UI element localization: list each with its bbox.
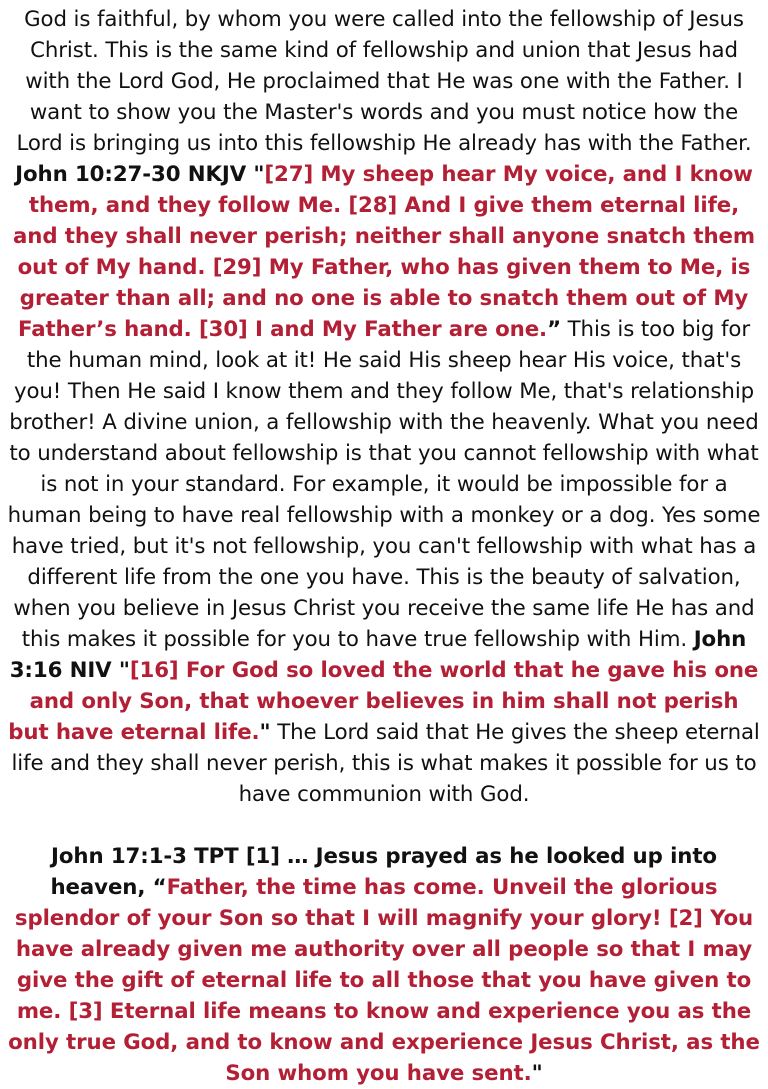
quote-close-mark: " — [259, 720, 271, 745]
scripture-quote: [16] For God so loved the world that he gave his one and only Son, that whoever believes in him shall not perish but have eternal life. — [8, 658, 759, 745]
scripture-reference: John 10:27-30 NKJV " — [15, 162, 265, 187]
paragraph-fellowship — [6, 4, 762, 810]
body-text: God is faithful, by whom you were called into the fellowship of Jesus Christ. This is the same kind of fellowship and union that Jesus had with the Lord God, He proclaimed that He was one with the Father. I want to show you the Master's words and you must notice how the Lord is bringing us into this fellowship He already has with the Father. — [16, 7, 752, 156]
quote-close-mark: ” — [547, 317, 561, 342]
body-text: This is too big for the human mind, look at it! He said His sheep hear His voice, that's you! Then He said I know them and they follow Me, that's relationship brother! A divine union, a fellowship with the heavenly. What you need to understand about fellowship is that you cannot fellowship with what is not in your standard. For example, it would be impossible for a human being to have real fellowship with a monkey or a dog. Yes some have tried, but it's not fellowship, you can't fellowship with what has a different life from the one you have. This is the beauty of salvation, when you believe in Jesus Christ you receive the same life He has and this makes it possible for you to have true fellowship with Him. — [7, 317, 761, 652]
body-text: The Lord said that He gives the sheep eternal life and they shall never perish, this is what makes it possible for us to have communion with God. — [11, 720, 760, 807]
scripture-reference: John 3:16 NIV " — [9, 627, 747, 683]
paragraph-john-17 — [6, 841, 762, 1089]
scripture-quote: [27] My sheep hear My voice, and I know them, and they follow Me. [28] And I give them eternal life, and they shall never perish; neither shall anyone snatch them out of My hand. [29] My Father, who has given them to Me, is greater than all; and no one is able to snatch them out of My Father’s hand. [30] I and My Father are one. — [13, 162, 755, 342]
quote-close-mark: " — [531, 1061, 543, 1086]
scripture-quote: Father, the time has come. Unveil the glorious splendor of your Son so that I will magnify your glory! [2] You have already given me authority over all people so that I may give the gift of eternal life to all those that you have given to me. [3] Eternal life means to know and experience you as the only true God, and to know and experience Jesus Christ, as the Son whom you have sent. — [8, 875, 760, 1086]
scripture-reference: John 17:1-3 TPT [1] … Jesus prayed as he looked up into heaven, “ — [50, 844, 717, 900]
